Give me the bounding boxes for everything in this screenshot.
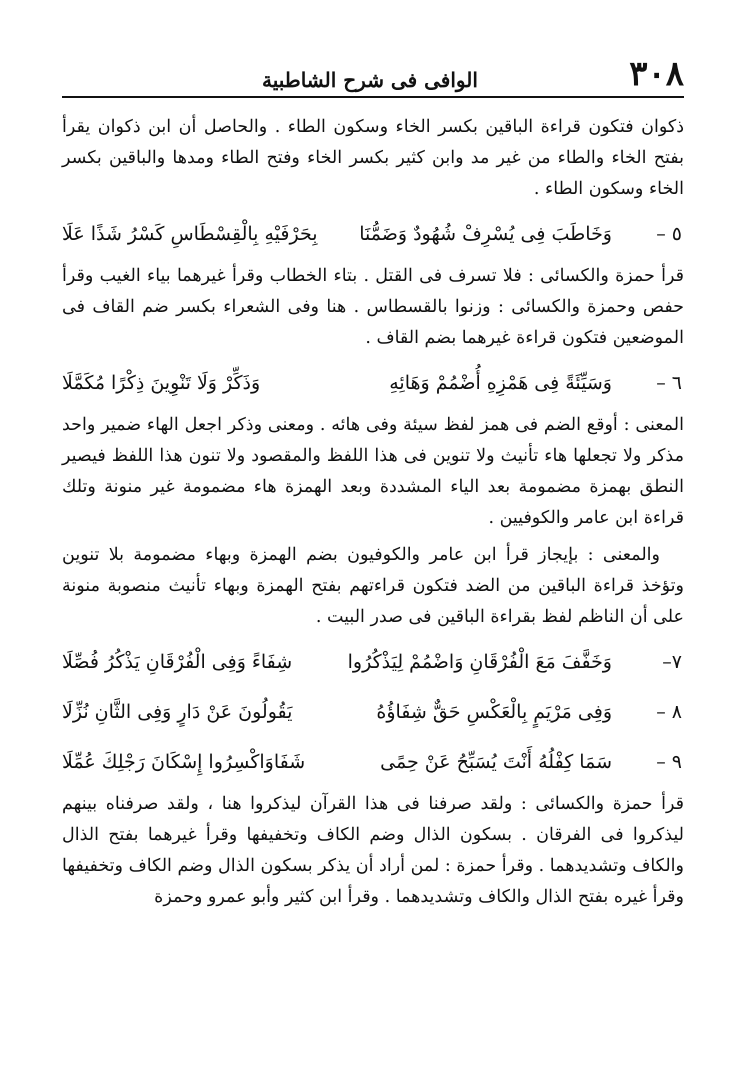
page-header (62, 52, 684, 94)
verse-number: ٧– (662, 651, 682, 673)
verse-number: ٥ – (656, 223, 682, 245)
page-number: ٣٠٨ (629, 54, 684, 94)
paragraph: المعنى : أوقع الضم فى همز لفظ سيئة وفى هائه . ومعنى وذكر اجعل الهاء ضمير واحد مذكر ولا تجعلها هاء تأنيث ولا تنوين فى هذا اللفظ والمقصود ولا تنون هذا اللفظ فيصير النطق بهمزة مضمومة بعد الياء المشددة وبعد الهمزة هاء مضمومة غير منونة وتلك قراءة ابن عامر والكوفيين . (62, 415, 684, 528)
verse-line (62, 689, 684, 735)
verse-line (62, 211, 684, 257)
verse-line (62, 739, 684, 785)
paragraph: ذكوان فتكون قراءة الباقين بكسر الخاء وسكون الطاء . والحاصل أن ابن ذكوان يقرأ بفتح الخاء والطاء من غير مد وابن كثير بكسر الخاء وفتح الطاء ومدها والباقين بكسر الخاء وسكون الطاء . (62, 117, 684, 199)
paragraph: قرأ حمزة والكسائى : ولقد صرفنا فى هذا القرآن ليذكروا هنا ، ولقد صرفناه بينهم ليذكروا فى الفرقان . بسكون الذال وضم الكاف وتخفيفها وقرأ غيرهما بفتح الذال والكاف وتشديدهما . وقرأ حمزة : لمن أراد أن يذكر بسكون الذال وضم الكاف وتخفيفها وقرأ غيره بفتح الذال والكاف وتشديدهما . وقرأ ابن كثير وأبو عمرو وحمزة (62, 794, 684, 907)
verse-line (62, 639, 684, 685)
header-rule (62, 96, 684, 98)
paragraph: قرأ حمزة والكسائى : فلا تسرف فى القتل . بتاء الخطاب وقرأ غيرهما بياء الغيب وقرأ حفص وحمزة والكسائى : وزنوا بالقسطاس . هنا وفى الشعراء بكسر ضم القاف فى الموضعين فتكون قراءة غيرهما بضم القاف . (62, 266, 684, 348)
verse-number: ٦ – (656, 372, 682, 394)
page-body (62, 112, 684, 919)
verse-second-hemistich: شَفَاوَاكْسِرُوا إِسْكَانَ رَجْلِكَ عُمِّلَا (62, 751, 306, 773)
verse-first-hemistich: وَخَفَّفَ مَعَ الْفُرْقَانِ وَاضْمُمْ لِيَذْكُرُوا (347, 651, 612, 673)
paragraph: والمعنى : بإيجاز قرأ ابن عامر والكوفيون بضم الهمزة وبهاء مضمومة بلا تنوين وتؤخذ قراءة الباقين من الضد فتكون قراءتهم بفتح الهمزة وبهاء تأنيث منصوبة منونة على أن الناظم لفظ بقراءة الباقين فى صدر البيت . (62, 545, 684, 627)
verse-second-hemistich: وَذَكِّرْ وَلَا تَنْوِينَ ذِكْرًا مُكَمَّلَا (62, 372, 261, 394)
verse-line (62, 360, 684, 406)
verse-first-hemistich: وَفِى مَرْيَمٍ بِالْعَكْسِ حَقٌّ شِفَاؤُهُ (376, 701, 612, 723)
verse-first-hemistich: وَخَاطَبَ فِى يُسْرِفْ شُهُودٌ وَضَمُّنَا (359, 223, 612, 245)
verse-second-hemistich: بِحَرْفَيْهِ بِالْقِسْطَاسِ كَسْرُ شَذًا عَلَا (62, 223, 318, 245)
verse-first-hemistich: سَمَا كِفْلُهُ أَنْتَ يُسَبِّحُ عَنْ حِمًى (380, 751, 612, 773)
running-title: الوافى فى شرح الشاطبية (262, 68, 478, 92)
verse-number: ٨ – (656, 701, 682, 723)
verse-second-hemistich: شِفَاءً وَفِى الْفُرْقَانِ يَذْكُرُ فُصِّلَا (62, 651, 293, 673)
verse-number: ٩ – (656, 751, 682, 773)
verse-second-hemistich: يَقُولُونَ عَنْ دَارٍ وَفِى الثَّانِ نُزِّلَا (62, 701, 293, 723)
verse-first-hemistich: وَسَيِّئَةً فِى هَمْزِهِ أُضْمُمْ وَهَائِهِ (389, 372, 612, 394)
